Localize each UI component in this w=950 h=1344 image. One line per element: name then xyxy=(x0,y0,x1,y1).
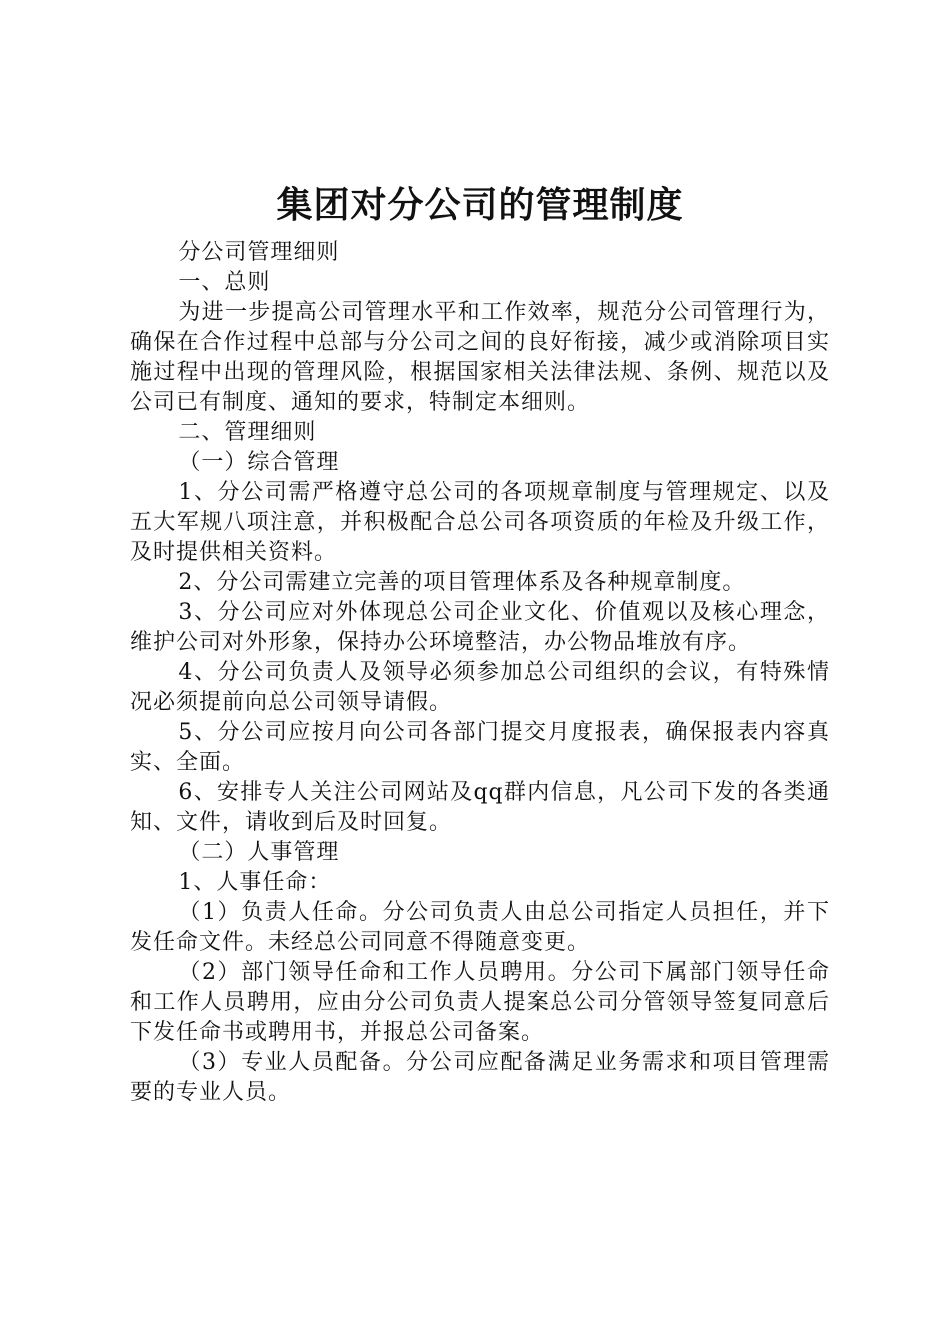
hr-subitem-3: （3）专业人员配备。分公司应配备满足业务需求和项目管理需要的专业人员。 xyxy=(130,1050,830,1105)
paragraph-purpose: 为进一步提高公司管理水平和工作效率，规范分公司管理行为，确保在合作过程中总部与分公司之间的良好衔接，减少或消除项目实施过程中出现的管理风险，根据国家相关法律法规、条例、规范以及公司已有制度、通知的要求，特制定本细则。 xyxy=(130,300,830,415)
list-item-4: 4、分公司负责人及领导必须参加总公司组织的会议，有特殊情况必须提前向总公司领导请假。 xyxy=(130,660,830,715)
subsection-heading-general-management: （一）综合管理 xyxy=(178,450,340,475)
document-page xyxy=(130,180,830,1108)
section-heading-general: 一、总则 xyxy=(178,270,271,295)
hr-subitem-2: （2）部门领导任命和工作人员聘用。分公司下属部门领导任命和工作人员聘用，应由分公司负责人提案总公司分管领导签复同意后下发任命书或聘用书，并报总公司备案。 xyxy=(130,960,830,1045)
list-item-6: 6、安排专人关注公司网站及qq群内信息，凡公司下发的各类通知、文件，请收到后及时回复。 xyxy=(130,780,830,835)
list-item-2: 2、分公司需建立完善的项目管理体系及各种规章制度。 xyxy=(178,570,746,595)
paragraph-subtitle: 分公司管理细则 xyxy=(178,240,340,265)
section-heading-rules: 二、管理细则 xyxy=(178,420,317,445)
list-item-1: 1、分公司需严格遵守总公司的各项规章制度与管理规定、以及五大军规八项注意，并积极配合总公司各项资质的年检及升级工作，及时提供相关资料。 xyxy=(130,480,830,565)
hr-subitem-1: （1）负责人任命。分公司负责人由总公司指定人员担任，并下发任命文件。未经总公司同意不得随意变更。 xyxy=(130,900,830,955)
list-item-3: 3、分公司应对外体现总公司企业文化、价值观以及核心理念，维护公司对外形象，保持办公环境整洁，办公物品堆放有序。 xyxy=(130,600,830,655)
hr-item-1: 1、人事任命： xyxy=(178,870,332,895)
subsection-heading-hr-management: （二）人事管理 xyxy=(178,840,340,865)
document-title: 集团对分公司的管理制度 xyxy=(276,185,684,226)
list-item-5: 5、分公司应按月向公司各部门提交月度报表，确保报表内容真实、全面。 xyxy=(130,720,830,775)
